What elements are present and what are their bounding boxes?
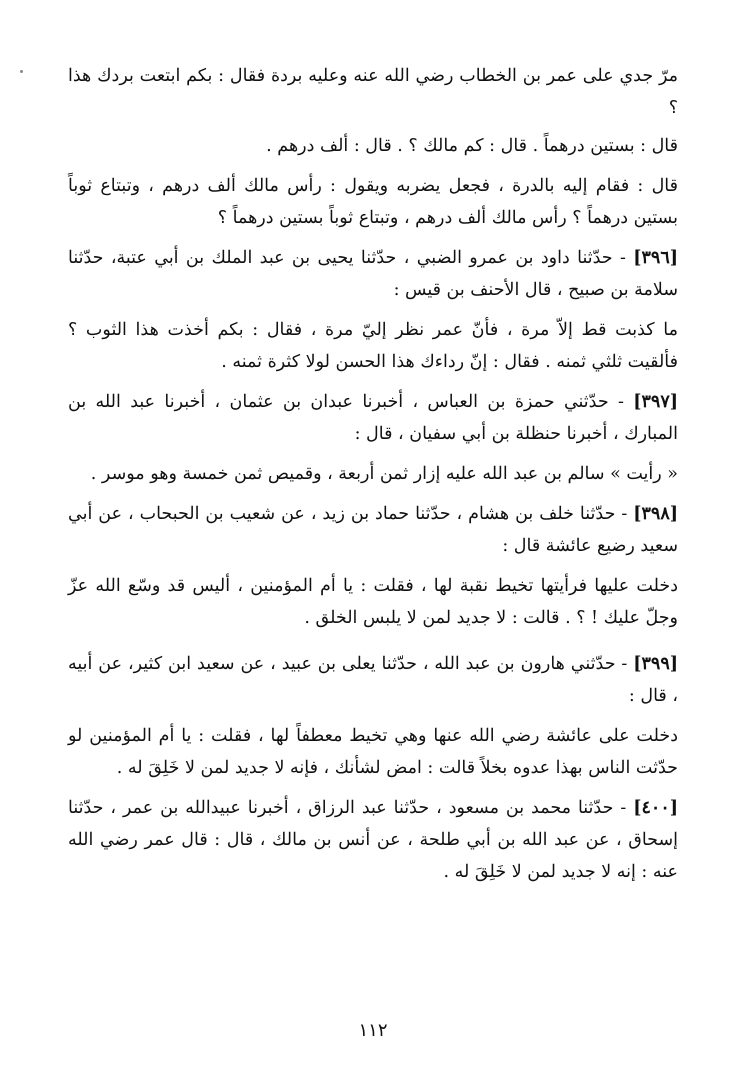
hadith-number: [٣٩٩] bbox=[633, 654, 678, 674]
chain-text: - حدّثني هارون بن عبد الله ، حدّثنا يعلى بن عبيد ، عن سعيد ابن كثير، عن أبيه ، قال : bbox=[68, 654, 678, 706]
paragraph-text: قال : بستين درهماً . قال : كم مالك ؟ . قال : ألف درهم . bbox=[266, 136, 678, 156]
hadith-number: [٣٩٦] bbox=[633, 248, 678, 268]
hadith-chain-400 bbox=[68, 792, 678, 888]
margin-mark bbox=[20, 70, 23, 73]
paragraph-text: مرّ جدي على عمر بن الخطاب رضي الله عنه وعليه بردة فقال : بكم ابتعت بردك هذا ؟ bbox=[68, 66, 678, 118]
hadith-number: [٤٠٠] bbox=[633, 798, 678, 818]
paragraph-text: دخلت على عائشة رضي الله عنها وهي تخيط معطفاً لها ، فقلت : يا أم المؤمنين لو حدّثت الناس بهذا عدوه بخلاً قالت : امض لشأنك ، فإنه لا جديد لمن لا خَلِقَ له . bbox=[68, 726, 678, 778]
text-column bbox=[68, 60, 678, 896]
chain-text: - حدّثنا خلف بن هشام ، حدّثنا حماد بن زيد ، عن شعيب بن الحبحاب ، عن أبي سعيد رضيع عائشة قال : bbox=[68, 504, 678, 556]
paragraph-text: قال : فقام إليه بالدرة ، فجعل يضربه ويقول : رأس مالك ألف درهم ، وتبتاع ثوباً بستين درهماً ؟ رأس مالك ألف درهم ، وتبتاع ثوباً بستين درهماً ؟ bbox=[68, 176, 678, 228]
chain-text: - حدّثنا محمد بن مسعود ، حدّثنا عبد الرزاق ، أخبرنا عبيدالله بن عمر ، حدّثنا إسحاق ، عن عبد الله بن أبي طلحة ، عن أنس بن مالك ، قال : قال عمر رضي الله عنه : إنه لا جديد لمن لا خَلِقَ له . bbox=[68, 798, 678, 882]
page-number: ١١٢ bbox=[358, 1020, 388, 1041]
chain-text: - حدّثنا داود بن عمرو الضبي ، حدّثنا يحيى بن عبد الملك بن أبي عتبة، حدّثنا سلامة بن صبيح ، قال الأحنف بن قيس : bbox=[68, 248, 678, 300]
hadith-chain-399 bbox=[68, 648, 678, 712]
hadith-number: [٣٩٧] bbox=[633, 392, 678, 412]
paragraph-9 bbox=[68, 570, 678, 634]
paragraph-2 bbox=[68, 130, 678, 162]
hadith-number: [٣٩٨] bbox=[633, 504, 678, 524]
paragraph-3 bbox=[68, 170, 678, 234]
hadith-chain-396 bbox=[68, 242, 678, 306]
paragraph-text: « رأيت » سالم بن عبد الله عليه إزار ثمن أربعة ، وقميص ثمن خمسة وهو موسر . bbox=[90, 464, 678, 484]
paragraph-text: دخلت عليها فرأيتها تخيط نقبة لها ، فقلت : يا أم المؤمنين ، أليس قد وسّع الله عزّ وجلّ عليك ! ؟ . قالت : لا جديد لمن لا يلبس الخلق . bbox=[68, 576, 678, 628]
paragraph-5 bbox=[68, 314, 678, 378]
paragraph-text: ما كذبت قط إلاّ مرة ، فأنّ عمر نظر إليّ مرة ، فقال : بكم أخذت هذا الثوب ؟ فألقيت ثلثي ثمنه . فقال : إنّ رداءك هذا الحسن لولا كثرة ثمنه . bbox=[68, 320, 678, 372]
paragraph-11 bbox=[68, 720, 678, 784]
hadith-chain-398 bbox=[68, 498, 678, 562]
hadith-chain-397 bbox=[68, 386, 678, 450]
paragraph-1 bbox=[68, 60, 678, 124]
chain-text: - حدّثني حمزة بن العباس ، أخبرنا عبدان بن عثمان ، أخبرنا عبد الله بن المبارك ، أخبرنا حنظلة بن أبي سفيان ، قال : bbox=[68, 392, 678, 444]
paragraph-7 bbox=[68, 458, 678, 490]
